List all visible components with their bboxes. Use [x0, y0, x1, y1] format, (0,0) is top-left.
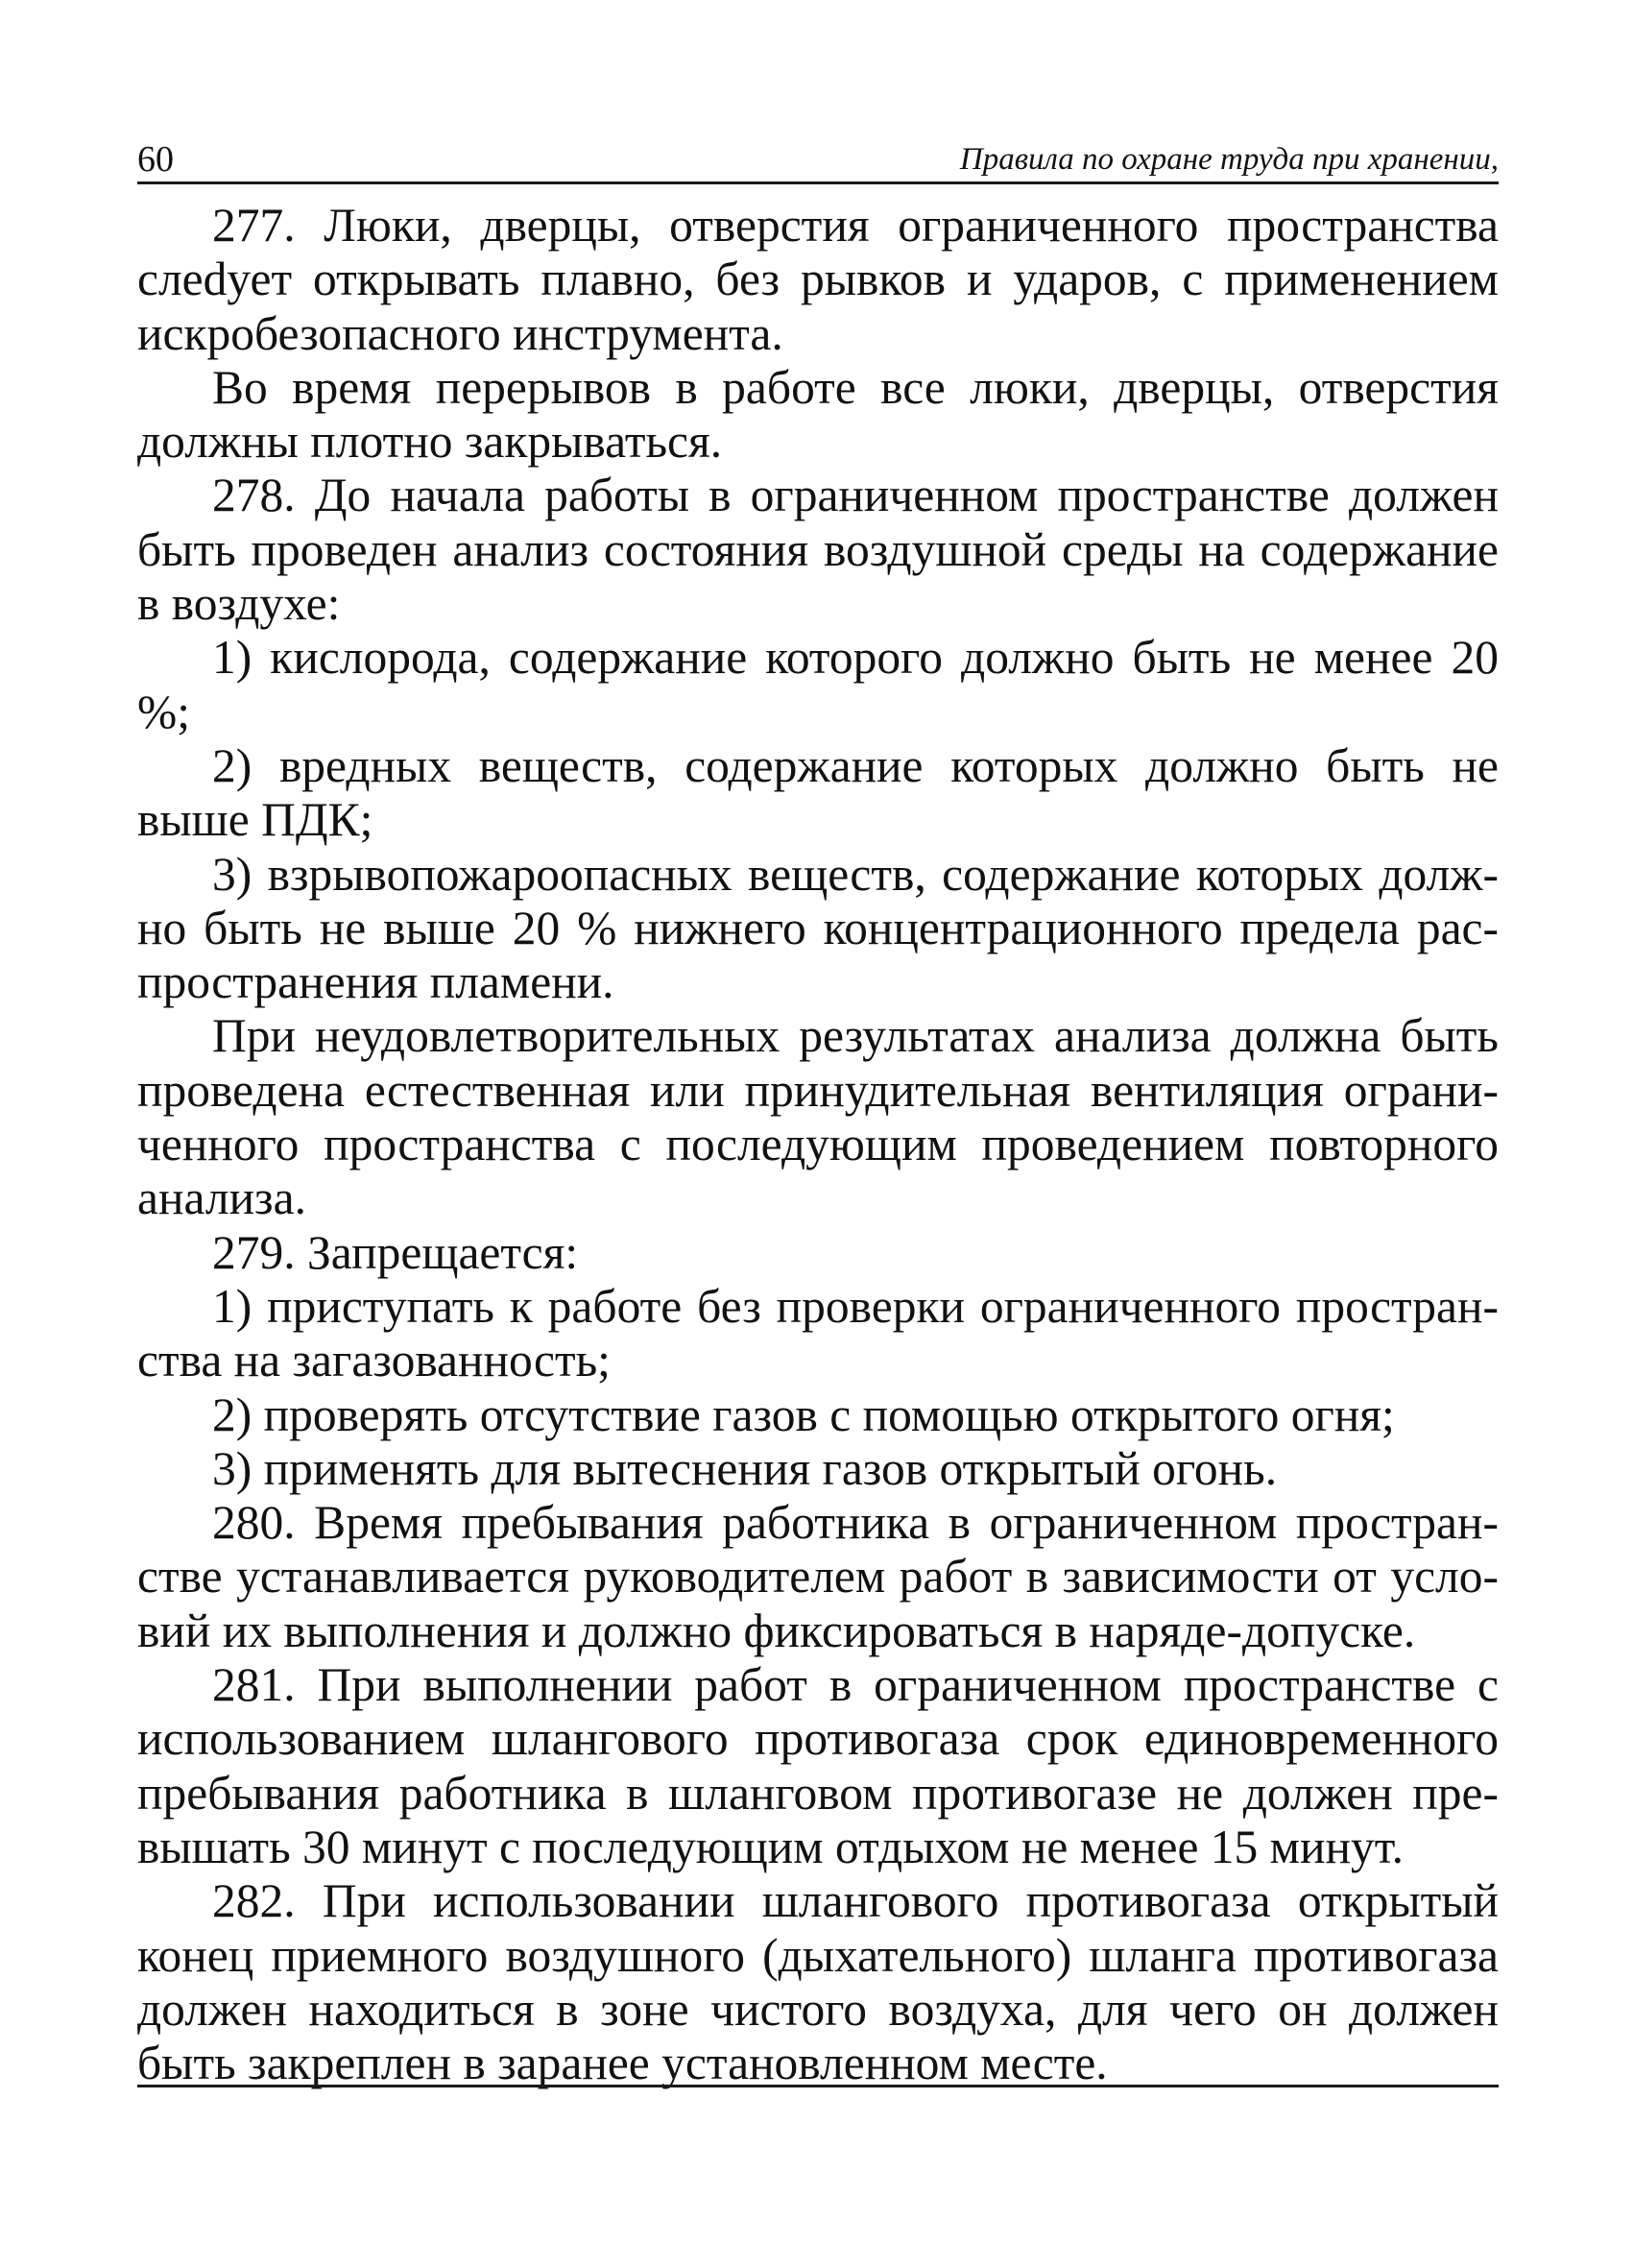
paragraph-278: 278. До начала работы в ограниченном пространстве должен быть проведен анализ состояния воздушной среды на содержание в воздухе: [137, 469, 1499, 631]
paragraph-279: 279. Запрещается: [212, 1225, 579, 1279]
paragraph-278-item-1: 1) кислорода, содержание которого должно быть не менее 20 %; [137, 631, 1499, 738]
paragraph-279-item-2: 2) проверять отсутствие газов с помощью открытого огня; [212, 1387, 1395, 1441]
document-body [137, 199, 1499, 2090]
paragraph-277-break: Во время перерывов в работе все люки, дверцы, отверстия должны плотно закрываться. [137, 360, 1499, 469]
bottom-rule [137, 2085, 1499, 2087]
paragraph-279-item-3: 3) применять для вытеснения газов открытый огонь. [212, 1441, 1278, 1495]
paragraph-277: 277. Люки, дверцы, отверстия ограниченного пространства слеdует открывать плавно, без рывков и ударов, с применением искробезопасного инструмента. [137, 199, 1499, 360]
paragraph-280: 280. Время пребывания работника в ограниченном пространстве устанавливается руководителем работ в зависимости от условий их выполнения и должно фиксироваться в наряде-допуске. [137, 1496, 1499, 1657]
paragraph-279-item-1: 1) приступать к работе без проверки ограниченного пространства на загазованность; [137, 1279, 1499, 1387]
paragraph-281: 281. При выполнении работ в ограниченном пространстве с использованием шлангового противогаза срок единовременного пребывания работника в шланговом противогазе не должен превышать 30 минут с последующим отдыхом не менее 15 минут. [137, 1658, 1499, 1873]
paragraph-278-ventilation: При неудовлетворительных результатах анализа должна быть проведена естественная или принудительная вентиляция ограниченного пространства с последующим проведением повторного анализа. [137, 1009, 1499, 1225]
paragraph-282: 282. При использовании шлангового противогаза открытый конец приемного воздушного (дыхательного) шланга противогаза должен находиться в зоне чистого воздуха, для чего он должен быть закреплен в заранее установленном месте. [137, 1874, 1499, 2090]
running-title: Правила по охране труда при хранении, [959, 142, 1499, 177]
paragraph-278-item-3: 3) взрывопожароопасных веществ, содержание которых должно быть не выше 20 % нижнего концентрационного предела распространения пламени. [137, 847, 1499, 1009]
page-header [137, 130, 1499, 184]
document-page [137, 130, 1499, 2090]
page-number: 60 [137, 139, 174, 180]
paragraph-278-item-2: 2) вредных веществ, содержание которых должно быть не выше ПДК; [137, 738, 1499, 847]
